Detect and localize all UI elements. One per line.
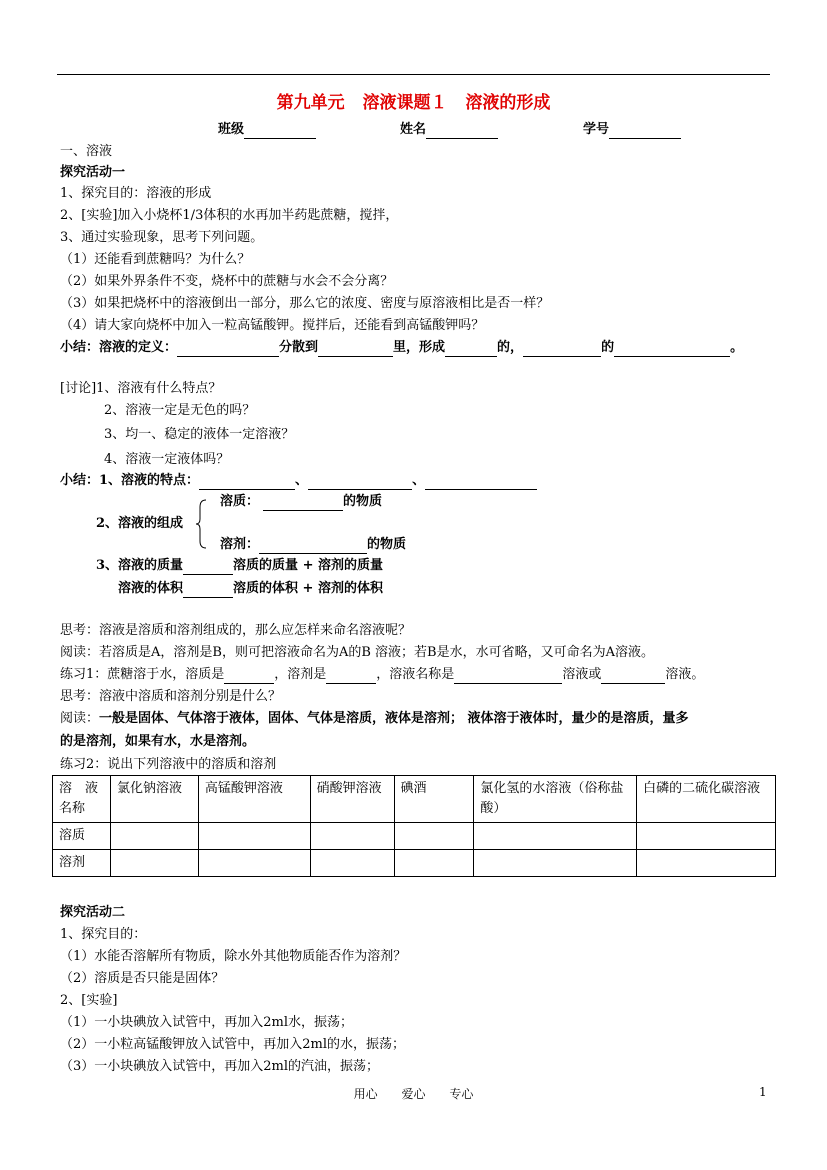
table-cell[interactable] <box>394 850 474 877</box>
table-header: 白磷的二硫化碳溶液 <box>637 776 776 823</box>
footer-text: 专心 <box>449 1087 474 1101</box>
title-sub: 溶液的形成 <box>465 93 551 113</box>
table-cell[interactable] <box>474 850 637 877</box>
activity2-question-1: （1）水能否溶解所有物质，除水外其他物质能否作为溶剂？ <box>60 949 407 964</box>
table-row <box>53 850 776 877</box>
exercise-1: 练习1：蔗糖溶于水，溶质是 ，溶剂是 ，溶液名称是 溶液或 溶液。 <box>60 667 705 682</box>
read-rule-cont: 的是溶剂，如果有水，水是溶剂。 <box>60 734 256 749</box>
volume-relation: 溶液的体积 溶质的体积 + 溶剂的体积 <box>118 581 383 596</box>
table-cell[interactable] <box>637 823 776 850</box>
discussion-2: 2、溶液一定是无色的吗？ <box>104 403 256 418</box>
summary-definition: 小结：溶液的定义： 分散到 里，形成 的， 的 。 <box>60 340 744 355</box>
section-solution: 一、溶液 <box>60 144 113 159</box>
experiment-step-1: （1）一小块碘放入试管中，再加入2ml水，振荡； <box>60 1015 354 1030</box>
read-naming: 阅读：若溶质是A，溶剂是B，则可把溶液命名为A的B 溶液；若B是水，水可省略，又可命名为A溶液。 <box>60 645 654 660</box>
solute-line: 溶质： 的物质 <box>220 494 383 509</box>
table-header: 碘酒 <box>394 776 474 823</box>
table-header: 硝酸钾溶液 <box>310 776 394 823</box>
exercise-2: 练习2：说出下列溶液中的溶质和溶剂 <box>60 757 277 772</box>
activity2-question-2: （2）溶质是否只能是固体？ <box>60 971 225 986</box>
discussion-1: [讨论]1、溶液有什么特点？ <box>60 381 222 396</box>
activity1-experiment: 2、[实验]加入小烧杯1/3体积的水再加半药匙蔗糖，搅拌， <box>60 208 399 223</box>
table-cell[interactable] <box>110 850 198 877</box>
experiment-step-2: （2）一小粒高锰酸钾放入试管中，再加入2ml的水，振荡； <box>60 1037 406 1052</box>
table-row <box>53 823 776 850</box>
question-4: （4）请大家向烧杯中加入一粒高锰酸钾。搅拌后，还能看到高锰酸钾吗？ <box>60 318 485 333</box>
class-field: 班级 <box>218 121 316 139</box>
table-cell[interactable] <box>198 850 310 877</box>
table-cell[interactable] <box>198 823 310 850</box>
footer <box>0 1085 827 1102</box>
table-header: 氯化氢的水溶液（俗称盐酸） <box>474 776 637 823</box>
table-header: 氯化钠溶液 <box>110 776 198 823</box>
table-cell[interactable] <box>474 823 637 850</box>
summary-features: 小结：1、溶液的特点： 、 、 <box>60 472 537 490</box>
discussion-3: 3、均一、稳定的液体一定溶液？ <box>104 427 295 442</box>
row-label-solvent: 溶剂 <box>53 850 111 877</box>
table-cell[interactable] <box>394 823 474 850</box>
title-topic: 溶液课题１ <box>362 93 448 113</box>
think-naming: 思考：溶液是溶质和溶剂组成的，那么应怎样来命名溶液呢？ <box>60 623 412 638</box>
table-cell[interactable] <box>310 850 394 877</box>
page-title <box>0 88 827 113</box>
question-3: （3）如果把烧杯中的溶液倒出一部分，那么它的浓度、密度与原溶液相比是否一样？ <box>60 296 550 311</box>
number-field: 学号 <box>583 121 681 139</box>
activity1-questions-intro: 3、通过实验现象，思考下列问题。 <box>60 230 264 245</box>
footer-text: 用心 <box>353 1087 378 1101</box>
question-1: （1）还能看到蔗糖吗？为什么？ <box>60 252 251 267</box>
composition-label: 2、溶液的组成 <box>96 516 184 531</box>
table-header-row <box>53 776 776 823</box>
question-2: （2）如果外界条件不变，烧杯中的蔗糖与水会不会分离？ <box>60 274 394 289</box>
activity2-purpose: 1、探究目的： <box>60 927 147 942</box>
title-unit: 第九单元 <box>276 93 345 113</box>
table-cell[interactable] <box>637 850 776 877</box>
activity1-heading: 探究活动一 <box>60 165 126 180</box>
table-header: 高锰酸钾溶液 <box>198 776 310 823</box>
table-cell[interactable] <box>110 823 198 850</box>
mass-relation: 3、溶液的质量 溶质的质量 + 溶剂的质量 <box>96 558 383 573</box>
row-label-solute: 溶质 <box>53 823 111 850</box>
think-solute-solvent: 思考：溶液中溶质和溶剂分别是什么？ <box>60 689 282 704</box>
table-header: 溶 液 名称 <box>53 776 111 823</box>
experiment-step-3: （3）一小块碘放入试管中，再加入2ml的汽油，振荡； <box>60 1059 380 1074</box>
header-rule <box>57 74 770 75</box>
footer-text: 爱心 <box>401 1087 426 1101</box>
activity2-experiment: 2、[实验] <box>60 993 118 1008</box>
discussion-4: 4、溶液一定液体吗？ <box>104 452 230 467</box>
brace-icon <box>195 499 207 549</box>
activity1-purpose: 1、探究目的：溶液的形成 <box>60 186 212 201</box>
activity2-heading: 探究活动二 <box>60 905 126 920</box>
name-field: 姓名 <box>400 121 498 139</box>
page-number: 1 <box>759 1085 767 1099</box>
solvent-line: 溶剂： 的物质 <box>220 537 407 552</box>
solution-table <box>52 775 776 877</box>
table-cell[interactable] <box>310 823 394 850</box>
read-rule: 阅读：一般是固体、气体溶于液体，固体、气体是溶质，液体是溶剂； 液体溶于液体时，量少的是溶质，量多 <box>60 711 689 726</box>
